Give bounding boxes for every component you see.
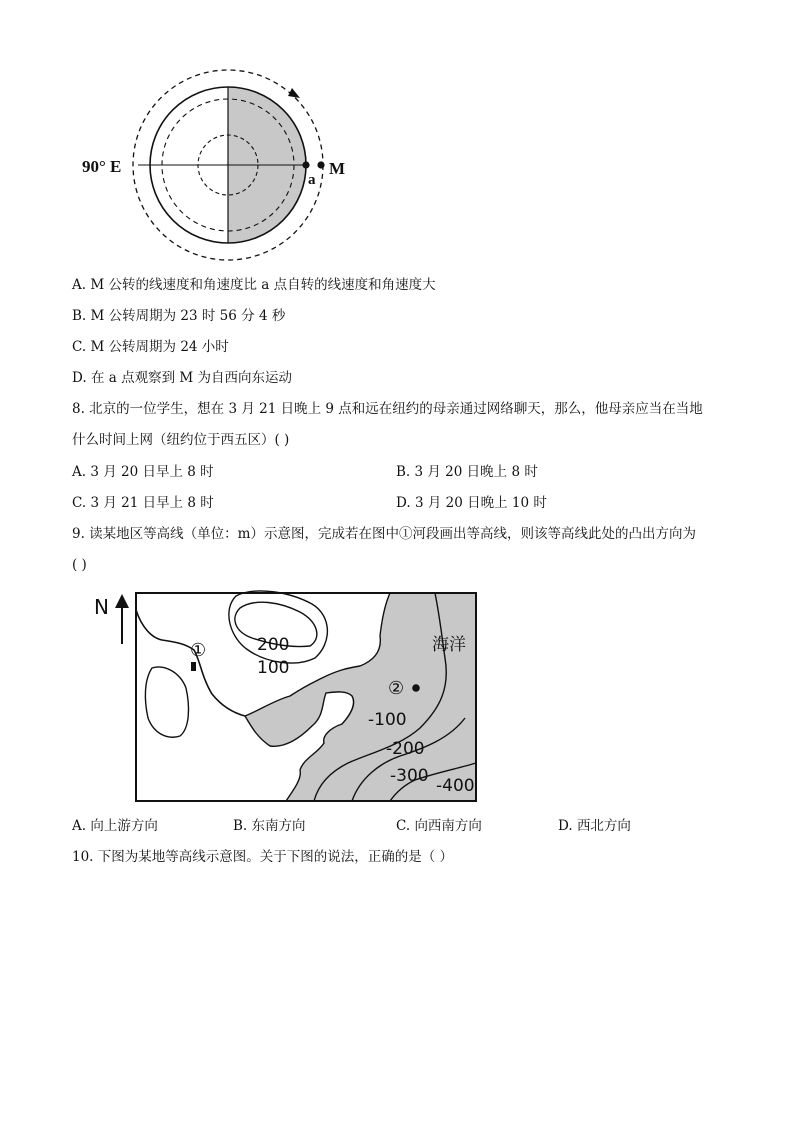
q8-option-d: D. 3 月 20 日晚上 10 时 <box>396 495 547 511</box>
label-minus300: -300 <box>390 766 429 786</box>
label-minus100: -100 <box>368 710 407 730</box>
q9-stem-line1: 9. 读某地区等高线（单位：m）示意图，完成若在图中①河段画出等高线，则该等高线此处的凸出方向为 <box>72 526 696 542</box>
point-a <box>302 161 309 168</box>
q9-option-b: B. 东南方向 <box>233 818 306 834</box>
q9-option-a: A. 向上游方向 <box>72 818 158 834</box>
q9-option-c: C. 向西南方向 <box>396 818 482 834</box>
river-line <box>136 610 245 716</box>
point-M <box>317 161 324 168</box>
label-minus200: -200 <box>386 739 425 759</box>
label-longitude: 90° E <box>82 157 122 176</box>
point1-marker <box>191 662 196 671</box>
q9-option-d: D. 西北方向 <box>558 818 631 834</box>
label-minus400: -400 <box>436 776 475 796</box>
label-point1: ① <box>190 640 207 661</box>
q7-option-a: A. M 公转的线速度和角速度比 a 点自转的线速度和角速度大 <box>72 277 436 293</box>
q7-option-c: C. M 公转周期为 24 小时 <box>72 339 229 355</box>
north-label: N <box>94 595 109 619</box>
orbit-diagram <box>70 62 370 272</box>
q10-stem: 10. 下图为某地等高线示意图。关于下图的说法，正确的是（ ） <box>72 849 454 865</box>
contour-map <box>90 588 485 808</box>
lake <box>145 667 188 737</box>
label-a: a <box>308 172 316 188</box>
q8-option-a: A. 3 月 20 日早上 8 时 <box>72 464 214 480</box>
label-sea: 海洋 <box>432 635 466 655</box>
label-M: M <box>329 159 346 178</box>
q7-option-d: D. 在 a 点观察到 M 为自西向东运动 <box>72 370 292 386</box>
orbit-arrow-icon <box>288 88 300 98</box>
label-100: 100 <box>257 658 290 678</box>
q8-stem-line1: 8. 北京的一位学生，想在 3 月 21 日晚上 9 点和远在纽约的母亲通过网络聊天，那么，他母亲应当在当地 <box>72 401 703 417</box>
label-200: 200 <box>257 635 290 655</box>
q8-stem-line2: 什么时间上网（纽约位于西五区）( ) <box>72 432 290 448</box>
north-arrow-icon <box>115 594 129 608</box>
q7-option-b: B. M 公转周期为 23 时 56 分 4 秒 <box>72 308 286 324</box>
q8-option-c: C. 3 月 21 日早上 8 时 <box>72 495 214 511</box>
q8-option-b: B. 3 月 20 日晚上 8 时 <box>396 464 538 480</box>
label-point2: ② <box>388 678 405 699</box>
q9-stem-line2: ( ) <box>72 557 87 573</box>
point2-marker <box>412 684 420 692</box>
